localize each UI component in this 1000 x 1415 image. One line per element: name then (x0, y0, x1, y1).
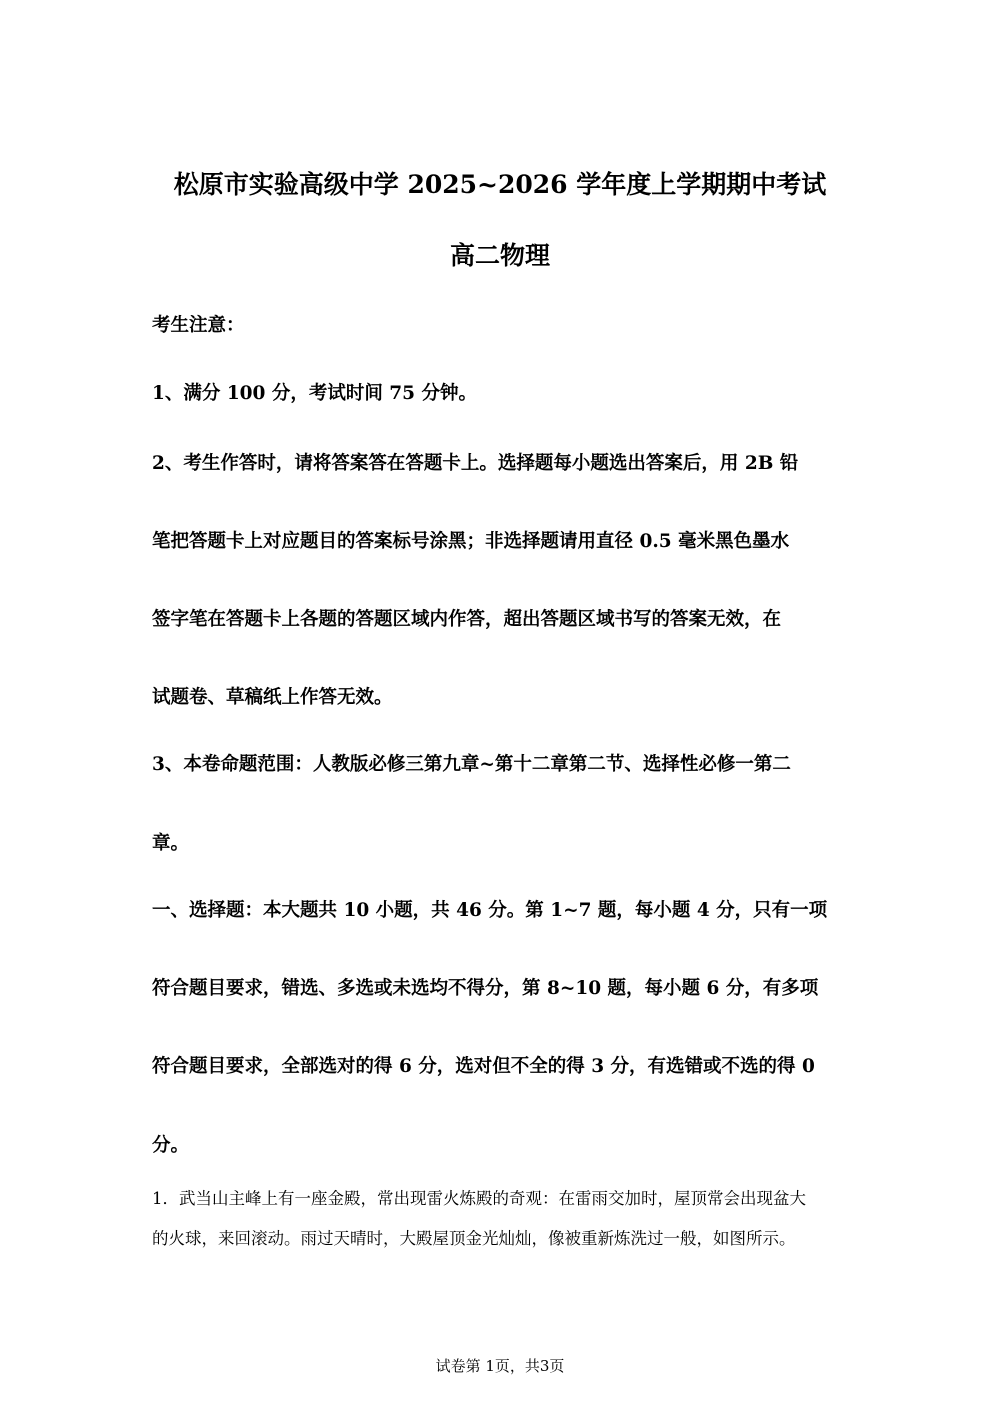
question-1-text-line: 的火球，来回滚动。雨过天晴时，大殿屋顶金光灿灿，像被重新炼洗过一般，如图所示。 (152, 1229, 796, 1248)
notice-item-3-line: 3、本卷命题范围：人教版必修三第九章~第十二章第二节、选择性必修一第二 (152, 754, 791, 775)
notice-item-1: 1、满分 100 分，考试时间 75 分钟。 (152, 383, 477, 404)
notice-item-2-line: 试题卷、草稿纸上作答无效。 (152, 687, 393, 708)
notice-item-2-line: 签字笔在答题卡上各题的答题区域内作答，超出答题区域书写的答案无效，在 (152, 609, 782, 630)
notice-item-2-line: 2、考生作答时，请将答案答在答题卡上。选择题每小题选出答案后，用 2B 铅 (152, 453, 799, 474)
notice-item-3-line: 章。 (152, 833, 190, 854)
exam-subject: 高二物理 (449, 241, 550, 270)
question-1-text-line: 1．武当山主峰上有一座金殿，常出现雷火炼殿的奇观：在雷雨交加时，屋顶常会出现盆大 (152, 1189, 806, 1208)
section-1-instructions-line: 分。 (152, 1135, 190, 1156)
section-1-instructions-line: 符合题目要求，错选、多选或未选均不得分，第 8~10 题，每小题 6 分，有多项 (152, 978, 819, 999)
notice-item-2-line: 笔把答题卡上对应题目的答案标号涂黑；非选择题请用直径 0.5 毫米黑色墨水 (152, 531, 790, 552)
section-1-instructions-line: 符合题目要求，全部选对的得 6 分，选对但不全的得 3 分，有选错或不选的得 0 (152, 1056, 815, 1077)
page-footer: 试卷第 1页，共3页 (435, 1357, 565, 1375)
notice-heading: 考生注意： (152, 315, 245, 336)
exam-title: 松原市实验高级中学 2025~2026 学年度上学期期中考试 (173, 170, 827, 199)
section-1-instructions-line: 一、选择题：本大题共 10 小题，共 46 分。第 1~7 题，每小题 4 分，只有一项 (152, 900, 828, 921)
